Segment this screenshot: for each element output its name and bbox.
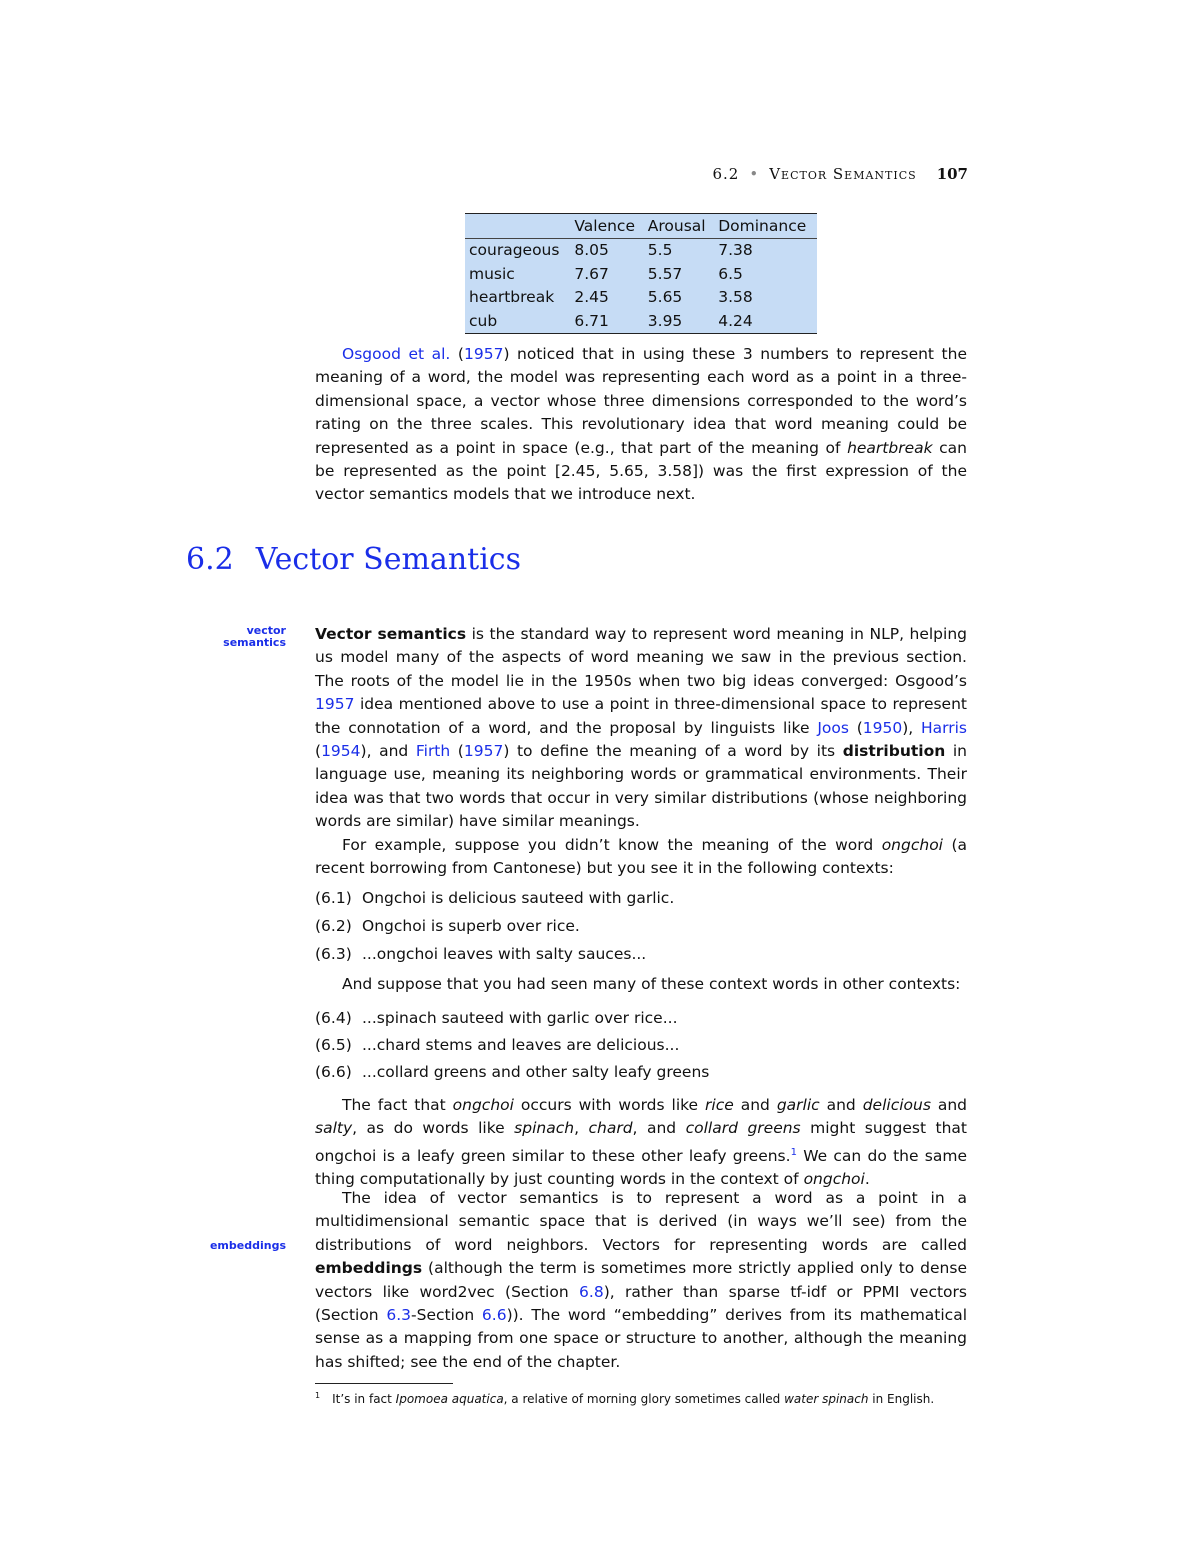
table-cell: cub <box>469 311 498 330</box>
citation-link[interactable]: 1957 <box>315 695 355 714</box>
citation-link[interactable]: 1957 <box>463 742 504 761</box>
header-title: Vector Semantics <box>769 165 917 183</box>
example-text: ...collard greens and other salty leafy greens <box>362 1063 710 1081</box>
example-number: (6.3) <box>315 945 352 963</box>
paragraph-embeddings <box>315 1187 967 1374</box>
section-link[interactable]: 6.8 <box>579 1282 604 1301</box>
table-cell: 6.71 <box>574 311 609 330</box>
example-number: (6.4) <box>315 1009 352 1027</box>
text-run: The idea of vector semantics is to represent a word as a point in a multidimensional semantic space that is derived (in ways we’ll see) from the distributions of word neighbors. Vectors for representing words are called <box>315 1189 967 1254</box>
table-cell: 4.24 <box>718 311 753 330</box>
table-cell: 3.58 <box>718 288 753 307</box>
table-cell: courageous <box>469 241 560 260</box>
table-row <box>465 309 817 333</box>
table-cell: 5.5 <box>647 241 673 260</box>
text-run: in English. <box>868 1392 935 1406</box>
text-run: . <box>864 1170 870 1189</box>
table-cell: 2.45 <box>574 288 609 307</box>
text-run: , as do words like <box>352 1119 515 1138</box>
text-run: , a relative of morning glory sometimes called <box>503 1392 785 1406</box>
example-item <box>315 1009 678 1027</box>
citation-year-link[interactable]: 1957 <box>463 345 504 363</box>
section-heading <box>186 542 521 577</box>
margin-note-embeddings <box>210 1240 286 1252</box>
table-cell: 3.95 <box>647 311 683 330</box>
example-text: ...spinach sauteed with garlic over rice... <box>362 1009 678 1027</box>
paragraph-ongchoi-example <box>315 834 967 881</box>
paragraph-leafy-green <box>315 1094 967 1192</box>
bold-term: Vector semantics <box>315 625 467 643</box>
example-text: ...chard stems and leaves are delicious... <box>362 1036 680 1054</box>
text-run: and <box>819 1096 863 1114</box>
table-row <box>465 286 817 310</box>
running-header <box>560 165 968 183</box>
emphasis: ongchoi <box>881 836 943 854</box>
table-header-row <box>465 214 817 239</box>
table-cell: 7.67 <box>574 264 609 283</box>
emphasis: ongchoi <box>452 1096 514 1114</box>
text-run: )). The word “embedding” derives from its mathematical sense as a mapping from one space or structure to another, although the meaning has shifted; see the end of the chapter. <box>315 1306 967 1371</box>
emphasis: spinach <box>514 1119 575 1138</box>
text-run: ), <box>902 718 921 737</box>
table-cell: 8.05 <box>574 241 609 260</box>
text-run: (although the term is sometimes more strictly applied only to dense vectors like word2vec (Section <box>315 1259 967 1301</box>
text-run: The fact that <box>342 1096 453 1114</box>
emphasis: water spinach <box>784 1392 869 1406</box>
text-run: in language use, meaning its neighboring words or grammatical environments. Their idea was that two words that occur in very similar distributions (whose neighboring words are similar) have similar meanings. <box>315 742 967 831</box>
example-text: Ongchoi is delicious sauteed with garlic. <box>362 889 675 907</box>
footnote-reference[interactable]: 1 <box>790 1146 797 1158</box>
emphasis: garlic <box>776 1096 820 1114</box>
table-cell: music <box>469 264 515 283</box>
text-run: -Section <box>411 1306 482 1325</box>
paragraph-osgood <box>315 343 967 507</box>
table-header-cell: Dominance <box>714 214 817 239</box>
citation-link[interactable]: Harris <box>921 718 968 737</box>
header-separator: • <box>749 165 760 183</box>
footnote-rule <box>315 1383 453 1384</box>
example-item <box>315 1063 709 1081</box>
text-run: , <box>574 1119 589 1138</box>
header-section-number: 6.2 <box>712 165 740 183</box>
table-cell: 5.57 <box>647 264 683 283</box>
text-run: We can do the same thing computationally by just counting words in the context of <box>315 1146 967 1189</box>
table-cell: 7.38 <box>718 241 753 260</box>
section-number: 6.2 <box>186 542 234 577</box>
text-run: ) noticed that in using these 3 numbers to represent the meaning of a word, the model was representing each word as a point in a three-dimensional space, a vector whose three dimensions corresponded to the word’s rating on the three scales. This revolutionary idea that word meaning could be represented as a point in space (e.g., that part of the meaning of <box>315 345 967 457</box>
table-header-cell <box>465 214 570 239</box>
emphasis: chard <box>588 1119 633 1138</box>
paragraph-vector-semantics <box>315 623 967 834</box>
citation-link[interactable]: Joos <box>817 718 849 737</box>
transition-sentence: And suppose that you had seen many of these context words in other contexts: <box>342 975 961 993</box>
example-text: Ongchoi is superb over rice. <box>362 917 580 935</box>
text-run: and <box>733 1096 777 1114</box>
text-run: might suggest that ongchoi is a leafy green similar to these other leafy greens. <box>315 1119 968 1165</box>
example-number: (6.2) <box>315 917 352 935</box>
table-cell: 6.5 <box>718 264 743 283</box>
example-item <box>315 917 580 935</box>
text-run: (a recent borrowing from Cantonese) but you see it in the following contexts: <box>315 836 967 878</box>
text-run: ( <box>848 718 863 737</box>
margin-note-line: vector <box>246 624 286 637</box>
bold-term: embeddings <box>315 1259 423 1278</box>
text-run: , and <box>632 1119 686 1138</box>
page-number: 107 <box>936 165 968 183</box>
table-row <box>465 238 817 262</box>
section-link[interactable]: 6.6 <box>481 1306 507 1325</box>
margin-note-vector-semantics <box>223 625 286 649</box>
text-run: ( <box>450 742 464 761</box>
text-run: ), rather than sparse tf-idf or PPMI vectors (Section <box>315 1282 967 1325</box>
citation-link[interactable]: Firth <box>415 742 451 761</box>
section-link[interactable]: 6.3 <box>386 1306 412 1325</box>
citation-link[interactable]: 1950 <box>862 718 903 737</box>
text-run: ) to define the meaning of a word by its <box>503 742 843 761</box>
table-row <box>465 262 817 286</box>
example-number: (6.5) <box>315 1036 352 1054</box>
citation-link[interactable]: 1954 <box>321 742 361 761</box>
text-run: ( <box>315 742 322 761</box>
text-run: ( <box>450 345 464 363</box>
footnote <box>315 1391 934 1406</box>
margin-note-line: semantics <box>223 636 286 649</box>
text-run: is the standard way to represent word meaning in NLP, helping us model many of the aspects of word meaning we saw in the previous section. The roots of the model lie in the 1950s when two big ideas converged: Osgood’s <box>315 625 967 690</box>
table-cell: 5.65 <box>647 288 683 307</box>
example-item <box>315 1036 679 1054</box>
bold-term: distribution <box>842 742 946 761</box>
text-run: can be represented as the point [2.45, 5.65, 3.58]) was the first expression of the vector semantics models that we introduce next. <box>315 438 967 504</box>
emphasis: rice <box>705 1096 734 1114</box>
table-header-cell: Arousal <box>644 214 714 239</box>
example-item <box>315 889 674 907</box>
example-number: (6.6) <box>315 1063 352 1081</box>
citation-link[interactable]: Osgood et al. <box>342 345 451 363</box>
emphasis: ongchoi <box>803 1170 865 1189</box>
emphasis: salty <box>315 1119 353 1138</box>
example-text: ...ongchoi leaves with salty sauces... <box>362 945 647 963</box>
emphasis: Ipomoea aquatica <box>395 1392 504 1406</box>
emphasis: heartbreak <box>847 438 933 457</box>
text-run: occurs with words like <box>513 1096 706 1114</box>
table-cell: heartbreak <box>469 288 555 307</box>
emphasis: collard greens <box>685 1119 801 1138</box>
text-run: It’s in fact <box>332 1392 396 1406</box>
footnote-mark: 1 <box>315 1391 321 1400</box>
text-run: ), and <box>360 742 416 761</box>
vad-table <box>465 213 817 334</box>
section-title: Vector Semantics <box>255 542 521 577</box>
table-header-cell: Valence <box>570 214 643 239</box>
emphasis: delicious <box>862 1096 931 1114</box>
margin-note-line: embeddings <box>209 1239 286 1252</box>
example-number: (6.1) <box>315 889 352 907</box>
text-run: idea mentioned above to use a point in three-dimensional space to represent the connotation of a word, and the proposal by linguists like <box>315 695 967 737</box>
text-run: For example, suppose you didn’t know the meaning of the word <box>342 836 882 854</box>
text-run: and <box>930 1096 967 1114</box>
example-item <box>315 945 646 963</box>
